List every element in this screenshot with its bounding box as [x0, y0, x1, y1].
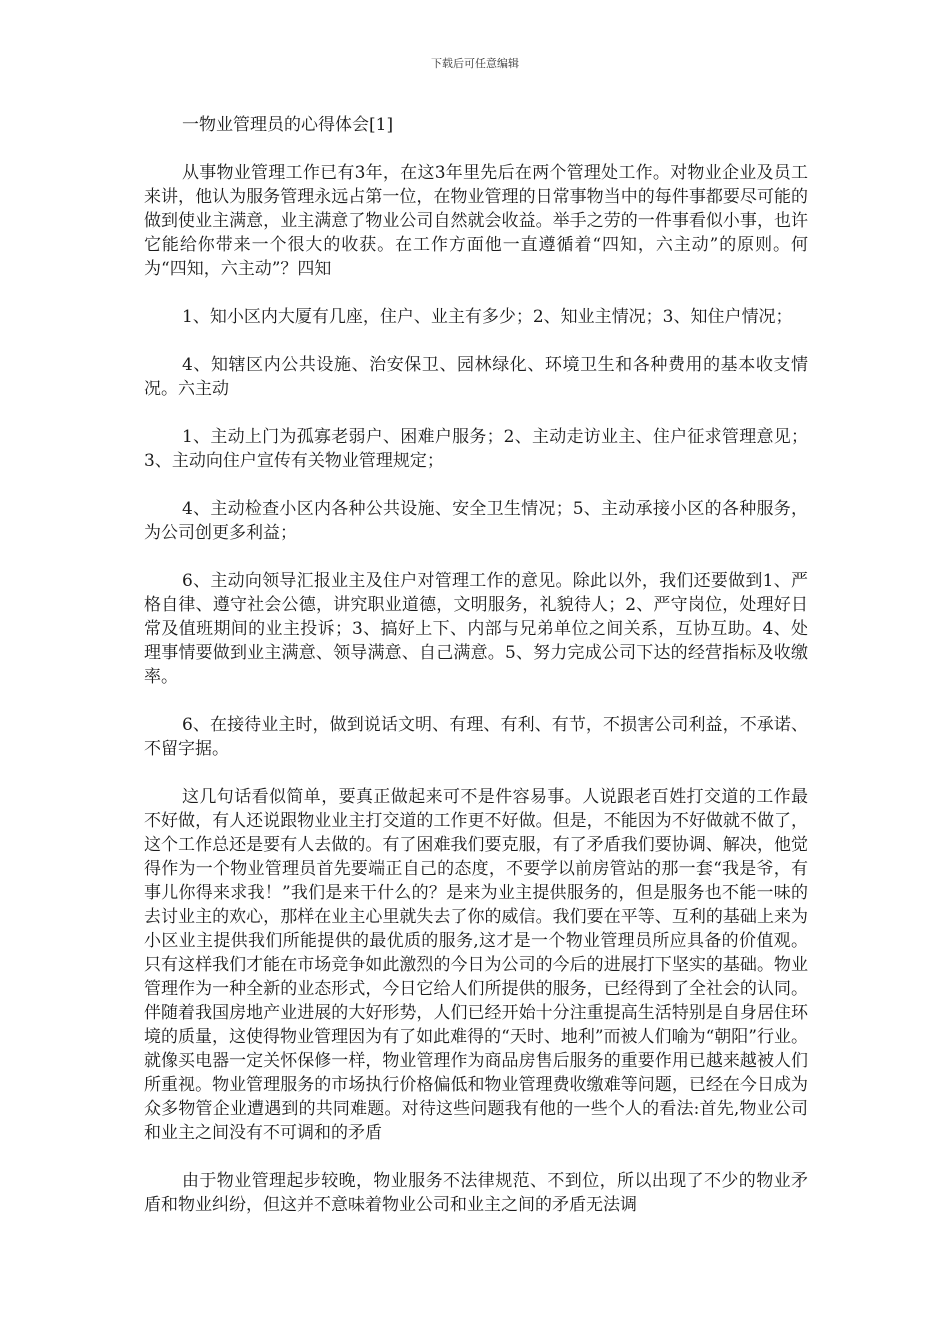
paragraph-conflicts: 由于物业管理起步较晚，物业服务不法律规范、不到位，所以出现了不少的物业矛盾和物业纠纷，但这并不意味着物业公司和业主之间的矛盾无法调: [144, 1171, 808, 1215]
document-title: 一物业管理员的心得体会[1]: [182, 115, 394, 135]
paragraph-four-knows-1: 1、知小区内大厦有几座，住户、业主有多少；2、知业主情况；3、知住户情况；: [182, 307, 793, 327]
paragraph-reflection: 这几句话看似简单，要真正做起来可不是件容易事。人说跟老百姓打交道的工作最不好做，有人还说跟物业业主打交道的工作更不好做。但是，不能因为不好做就不做了，这个工作总还是要有人去做的。有了困难我们要克服，有了矛盾我们要协调、解决，他觉得作为一个物业管理员首先要端正自己的态度，不要学以前房管站的那一套“我是爷，有事儿你得来求我！”我们是来干什么的？是来为业主提供服务的，但是服务也不能一味的去讨业主的欢心，那样在业主心里就失去了你的威信。我们要在平等、互利的基础上来为小区业主提供我们所能提供的最优质的服务,这才是一个物业管理员所应具备的价值观。只有这样我们才能在市场竞争如此激烈的今日为公司的今后的进展打下坚实的基础。物业管理作为一种全新的业态形式，今日它给人们所提供的服务，已经得到了全社会的认同。伴随着我国房地产业进展的大好形势，人们已经开始十分注重提高生活特别是自身居住环境的质量，这使得物业管理因为有了如此难得的“天时、地利”而被人们喻为“朝阳”行业。就像买电器一定关怀保修一样，物业管理作为商品房售后服务的重要作用已越来越被人们所重视。物业管理服务的市场执行价格偏低和物业管理费收缴难等问题，已经在今日成为众多物管企业遭遇到的共同难题。对待这些问题我有他的一些个人的看法:首先,物业公司和业主之间没有不可调和的矛盾: [144, 787, 808, 1143]
document-body: [144, 113, 808, 1217]
paragraph-four-knows-2: 4、知辖区内公共设施、治安保卫、园林绿化、环境卫生和各种费用的基本收支情况。六主动: [144, 355, 808, 399]
page-header: 下载后可任意编辑: [431, 57, 519, 70]
paragraph-intro: 从事物业管理工作已有3年，在这3年里先后在两个管理处工作。对物业企业及员工来讲，他认为服务管理永远占第一位，在物业管理的日常事物当中的每件事都要尽可能的做到使业主满意，业主满意了物业公司自然就会收益。举手之劳的一件事看似小事，也许它能给你带来一个很大的收获。在工作方面他一直遵循着“四知，六主动”的原则。何为“四知，六主动”？四知: [144, 163, 808, 279]
paragraph-six-initiatives-3: 6、主动向领导汇报业主及住户对管理工作的意见。除此以外，我们还要做到1、严格自律、遵守社会公德，讲究职业道德，文明服务，礼貌待人；2、严守岗位，处理好日常及值班期间的业主投诉；3、搞好上下、内部与兄弟单位之间关系，互协互助。4、处理事情要做到业主满意、领导满意、自己满意。5、努力完成公司下达的经营指标及收缴率。: [144, 571, 808, 687]
paragraph-six-initiatives-2: 4、主动检查小区内各种公共设施、安全卫生情况；5、主动承接小区的各种服务，为公司创更多利益；: [144, 499, 808, 543]
paragraph-reception: 6、在接待业主时，做到说话文明、有理、有利、有节，不损害公司利益，不承诺、不留字据。: [144, 715, 808, 759]
paragraph-six-initiatives-1: 1、主动上门为孤寡老弱户、困难户服务；2、主动走访业主、住户征求管理意见；3、主动向住户宣传有关物业管理规定；: [144, 427, 808, 471]
